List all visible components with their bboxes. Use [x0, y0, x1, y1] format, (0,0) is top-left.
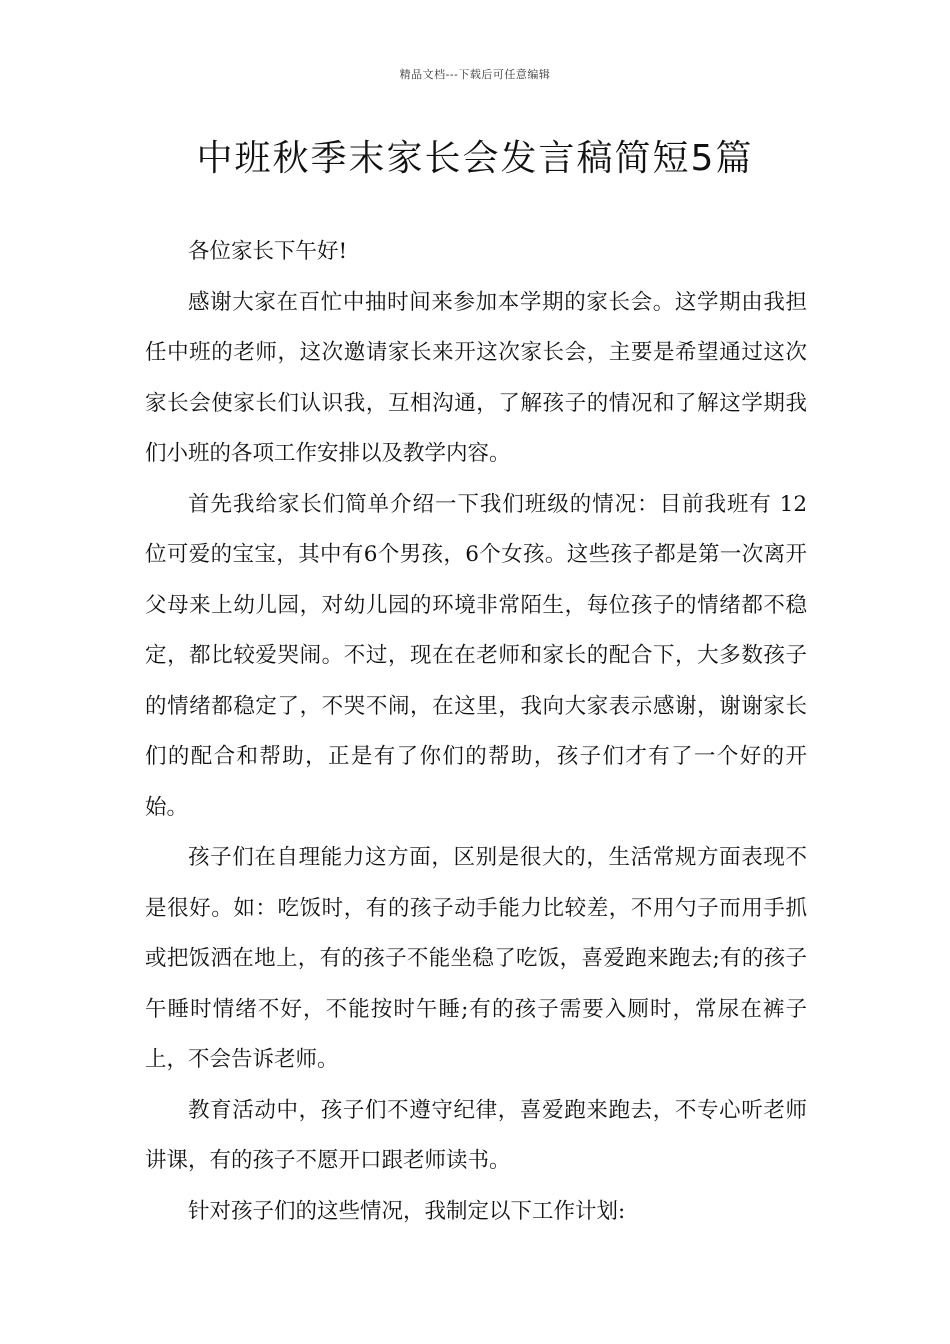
document-body — [145, 227, 807, 1237]
paragraph-education: 教育活动中，孩子们不遵守纪律，喜爱跑来跑去，不专心听老师讲课，有的孩子不愿开口跟老师读书。 — [145, 1097, 807, 1173]
paragraph-self-care: 孩子们在自理能力这方面，区别是很大的，生活常规方面表现不是很好。如：吃饭时，有的孩子动手能力比较差，不用勺子而用手抓或把饭洒在地上，有的孩子不能坐稳了吃饭，喜爱跑来跑去;有的孩子午睡时情绪不好，不能按时午睡;有的孩子需要入厕时，常尿在裤子上，不会告诉老师。 — [145, 845, 807, 1072]
paragraph-greeting: 各位家长下午好! — [188, 239, 348, 264]
document-title: 中班秋季末家长会发言稿简短5篇 — [196, 138, 754, 179]
paragraph-class-intro: 首先我给家长们简单介绍一下我们班级的情况：目前我班有 12 位可爱的宝宝，其中有6个男孩，6个女孩。这些孩子都是第一次离开父母来上幼儿园，对幼儿园的环境非常陌生，每位孩子的情绪都不稳定，都比较爱哭闹。不过，现在在老师和家长的配合下，大多数孩子的情绪都稳定了，不哭不闹，在这里，我向大家表示感谢，谢谢家长们的配合和帮助，正是有了你们的帮助，孩子们才有了一个好的开始。 — [145, 491, 807, 820]
paragraph-plan-intro: 针对孩子们的这些情况，我制定以下工作计划: — [188, 1198, 626, 1224]
header-note: 精品文档---下载后可任意编辑 — [399, 68, 551, 81]
paragraph-thanks: 感谢大家在百忙中抽时间来参加本学期的家长会。这学期由我担任中班的老师，这次邀请家长来开这次家长会，主要是希望通过这次家长会使家长们认识我，互相沟通，了解孩子的情况和了解这学期我们小班的各项工作安排以及教学内容。 — [145, 289, 807, 466]
